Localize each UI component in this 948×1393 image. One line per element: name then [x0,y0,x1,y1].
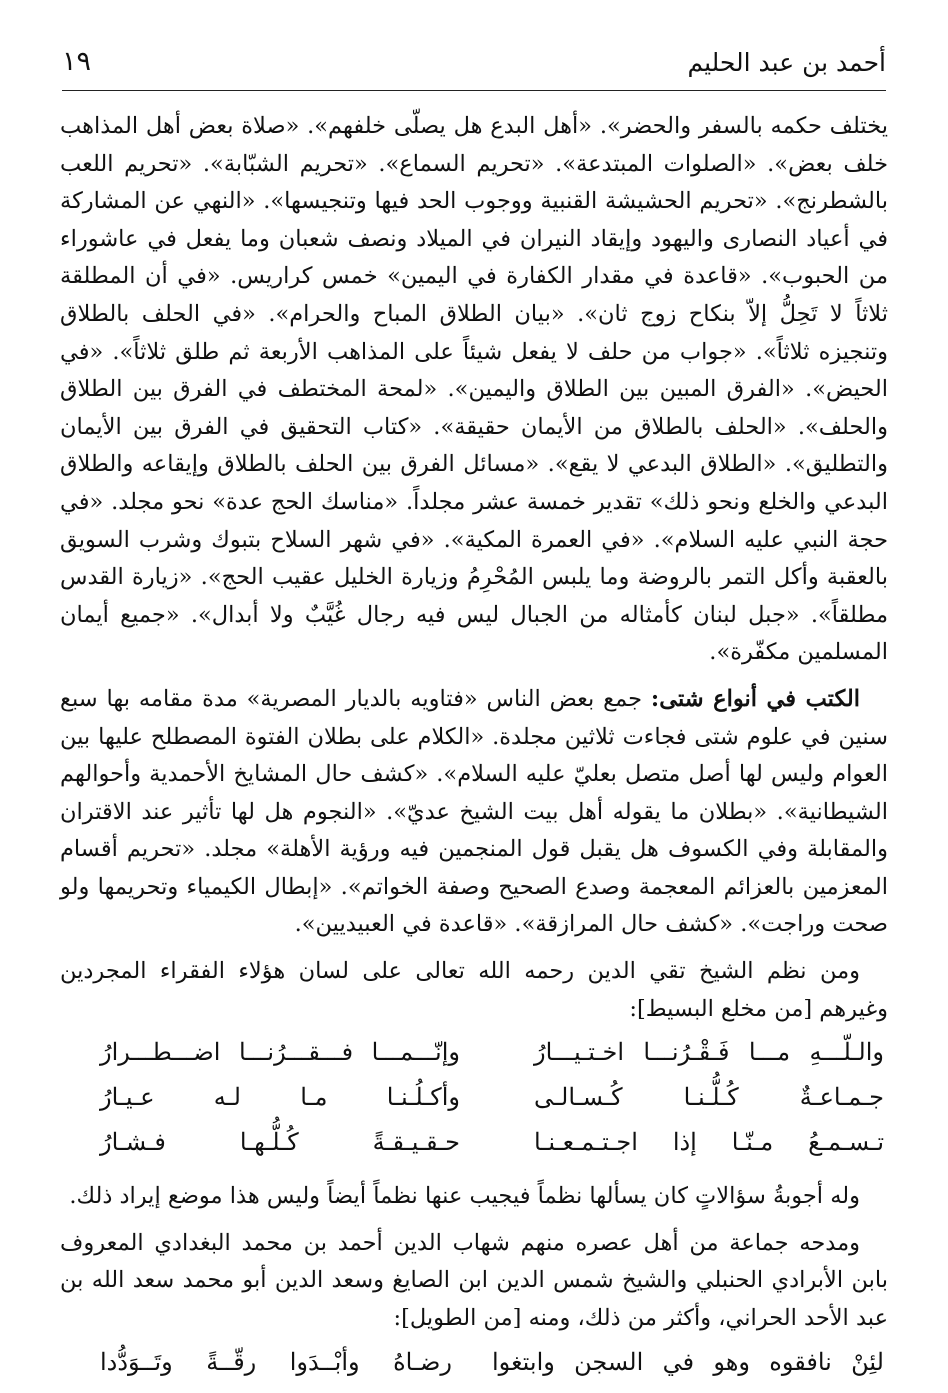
poem-verse [60,1344,888,1389]
page-header [62,40,886,91]
poem-verse [60,1034,888,1079]
verse-second-hemistich: رضـاهُ وأبْــدَوا رقّــةً وتَــوَدُّدا [100,1347,452,1376]
poem-basit [60,1034,888,1169]
poem-verse [60,1124,888,1169]
section-heading: الكتب في أنواع شتى: [650,685,860,712]
verse-second-hemistich: وأكـلُـنـا مـا لـه عـيـارُ [100,1083,460,1112]
verse-first-hemistich: لئِنْ نافقوه وهو في السجن وابتغوا [492,1347,884,1376]
poem-verse [60,1079,888,1124]
page-number: ١٩ [62,46,92,77]
poem-tawil [60,1344,888,1389]
paragraph-answers-in-verse: وله أجوبةُ سؤالاتٍ كان يسألها نظماً فيجيب عنها نظماً أيضاً وليس هذا موضع إيراد ذلك. [69,1183,860,1210]
verse-first-hemistich: تـسـمـعُ مـنّـا إذا اجـتـمـعـنـا [534,1128,884,1157]
paragraph-poem-intro: ومن نظم الشيخ تقي الدين رحمه الله تعالى على لسان هؤلاء الفقراء المجردين وغيرهم [من مخلع البسيط]: [60,958,888,1022]
verse-first-hemistich: والـلّـــهِ مـــا فَـقْـرُنـــا اخـتـيـــارُ [534,1038,884,1067]
verse-second-hemistich: وإنّـــمـــا فـــقـــرُنـــا اضـــطـــرارُ [100,1038,460,1067]
verse-first-hemistich: جـمـاعـةٌ كُـلُّـنـا كُـسـالـى [534,1083,884,1112]
paragraph-various-books [60,681,888,944]
paragraph-text: جمع بعض الناس «فتاويه بالديار المصرية» مدة مقامه بها سبع سنين في علوم شتى فجاءت ثلاثين مجلدة. «الكلام على بطلان الفتوة المصطلح عليها بين العوام وليس لها أصل متصل بعليّ عليه السلام». «كشف حال المشايخ الأحمدية وأحوالهم الشيطانية». «بطلان ما يقوله أهل بيت الشيخ عديّ». «النجوم هل لها تأثير عند الاقتران والمقابلة وفي الكسوف هل يقبل قول المنجمين فيه ورؤية الأهلة» مجلد. «تحريم أقسام المعزمين بالعزائم المعجمة وصدع الصحيح وصفة الخواتم». «إبطال الكيمياء وتحريمها ولو صحت وراجت». «كشف حال المرازقة». «قاعدة في العبيديين». [60,685,888,938]
verse-second-hemistich: حـقـيـقـةً كُـلُّـهـا فـشـارُ [100,1128,460,1157]
paragraph-praisers: ومدحه جماعة من أهل عصره منهم شهاب الدين أحمد بن محمد البغدادي المعروف بابن الأبرادي الحنبلي والشيخ شمس الدين ابن الصايغ وسعد الدين أبو محمد سعد الله بن عبد الأحد الحراني، وأكثر من ذلك، ومنه [من الطويل]: [60,1229,888,1332]
running-head-author: أحمد بن عبد الحليم [687,48,886,77]
paragraph-fiqh-works: يختلف حكمه بالسفر والحضر». «أهل البدع هل يصلّى خلفهم». «صلاة بعض أهل المذاهب خلف بعض». «الصلوات المبتدعة». «تحريم السماع». «تحريم الشبّابة». «تحريم اللعب بالشطرنج». «تحريم الحشيشة القنبية ووجوب الحد فيها وتنجيسها». «النهي عن المشاركة في أعياد النصارى واليهود وإيقاد النيران في الميلاد ونصف شعبان وما يفعل في عاشوراء من الحبوب». «قاعدة في مقدار الكفارة في اليمين» خمس كراريس. «في أن المطلقة ثلاثاً لا تَحِلُّ إلاّ بنكاح زوج ثان». «بيان الطلاق المباح والحرام». «في الحلف بالطلاق وتنجيزه ثلاثاً». «جواب من حلف لا يفعل شيئاً على المذاهب الأربعة ثم طلق ثلاثاً». «في الحيض». «الفرق المبين بين الطلاق واليمين». «لمحة المختطف في الفرق بين الطلاق والحلف». «الحلف بالطلاق من الأيمان حقيقة». «كتاب التحقيق في الفرق بين الأيمان والتطليق». «الطلاق البدعي لا يقع». «مسائل الفرق بين الحلف بالطلاق وإيقاعه والطلاق البدعي والخلع ونحو ذلك» تقدير خمسة عشر مجلداً. «مناسك الحج عدة» نحو مجلد. «في حجة النبي عليه السلام». «في العمرة المكية». «في شهر السلاح بتبوك وشرب السويق بالعقبة وأكل التمر بالروضة وما يلبس المُحْرِمُ وزيارة الخليل عقيب الحج». «زيارة القدس مطلقاً». «جبل لبنان كأمثاله من الجبال ليس فيه رجال غُيَّبٌ ولا أبدال». «جميع أيمان المسلمين مكفّرة». [60,113,888,666]
page-body [60,108,888,1393]
